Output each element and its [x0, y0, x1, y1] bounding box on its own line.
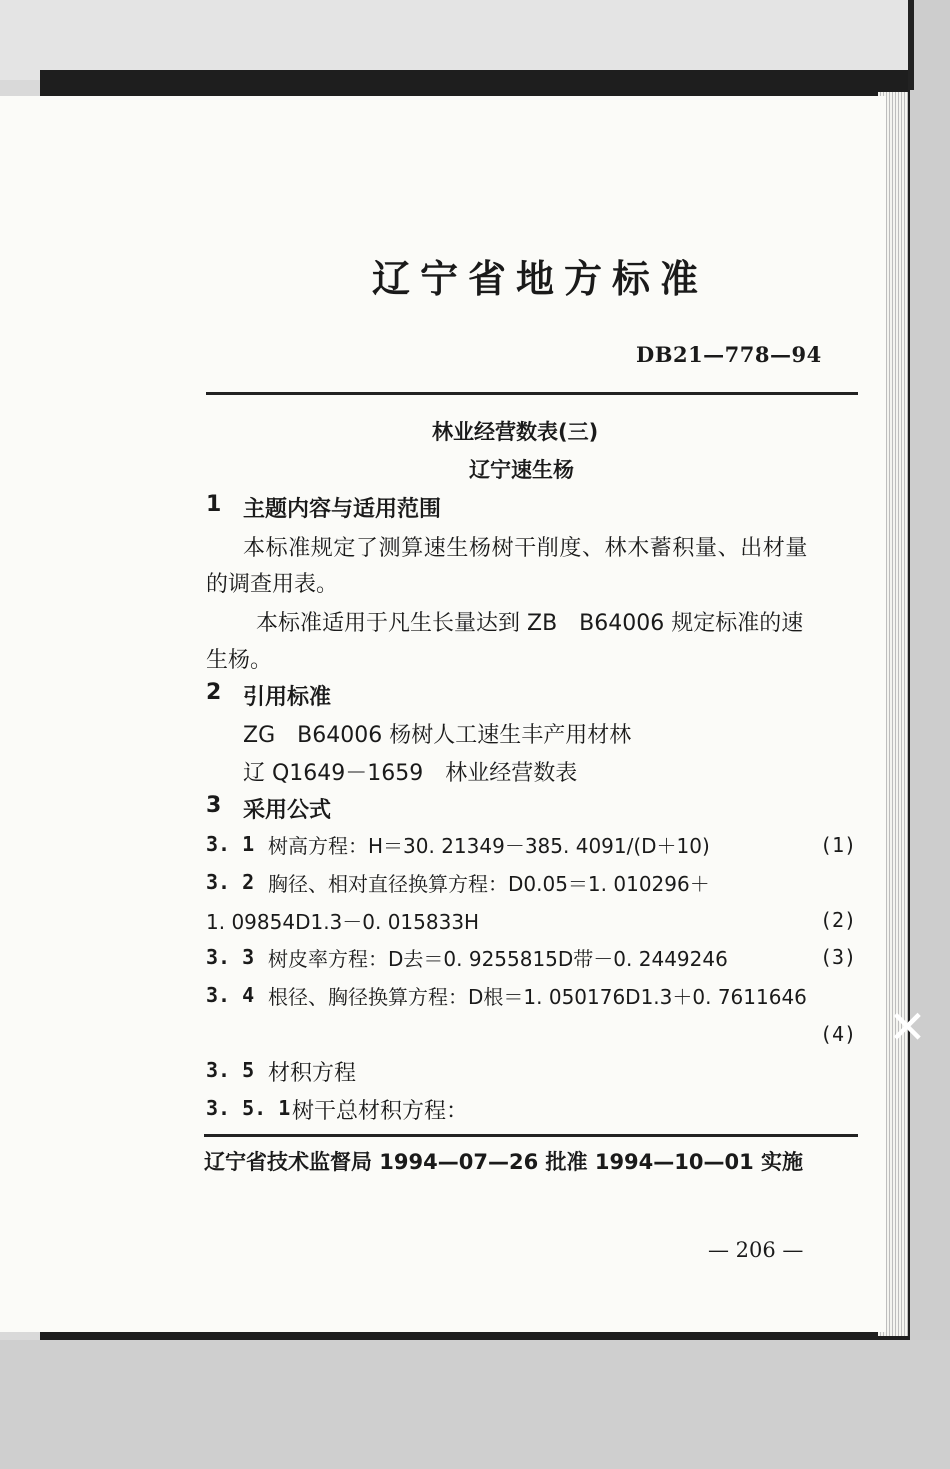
- formula-3-2: 胸径、相对直径换算方程：D0.05＝1. 010296＋: [268, 872, 710, 896]
- approval-line: 辽宁省技术监督局 1994—07—26 批准 1994—10—01 实施: [204, 1150, 804, 1174]
- formula-3-1: 树高方程：H＝30. 21349－385. 4091/(D＋10): [268, 834, 710, 858]
- formula-3-4: 根径、胸径换算方程：D根＝1. 050176D1.3＋0. 7611646: [268, 985, 807, 1009]
- section-2-number: 2: [206, 680, 222, 705]
- scan-mark: [908, 0, 914, 90]
- paragraph-2-line-2: 生杨。: [206, 648, 273, 673]
- page-number: — 206 —: [708, 1238, 804, 1262]
- section-2-heading: 引用标准: [243, 685, 332, 710]
- formula-3-1-number: 3. 1: [206, 832, 255, 856]
- section-3-number: 3: [206, 793, 222, 818]
- section-3-5-number: 3. 5: [206, 1058, 255, 1082]
- header-rule: [206, 392, 858, 395]
- section-1-heading: 主题内容与适用范围: [243, 497, 442, 522]
- paragraph-1-line-2: 的调查用表。: [206, 572, 339, 597]
- section-3-5-heading: 材积方程: [268, 1061, 357, 1086]
- section-3-5-1-heading: 树干总材积方程：: [292, 1099, 469, 1124]
- formula-3-2-number: 3. 2: [206, 870, 255, 894]
- equation-number-4: (4): [820, 1022, 857, 1046]
- formula-3-4-number: 3. 4: [206, 983, 255, 1007]
- formula-3-3: 树皮率方程：D去＝0. 9255815D带－0. 2449246: [268, 947, 728, 971]
- scan-stamp-mark: ✕: [888, 1000, 927, 1054]
- scan-background-bottom: [0, 1340, 950, 1469]
- scan-edge: [910, 0, 950, 1469]
- section-3-5-1-number: 3. 5. 1: [206, 1096, 291, 1120]
- document-title: 辽宁省地方标准: [372, 257, 709, 301]
- formula-3-2-continuation: 1. 09854D1.3－0. 015833H: [206, 910, 480, 934]
- paragraph-1-line-1: 本标准规定了测算速生杨树干削度、林木蓄积量、出材量: [243, 536, 809, 561]
- equation-number-2: (2): [820, 908, 857, 932]
- standard-code: DB21—778—94: [636, 342, 822, 367]
- paragraph-2-line-1: 本标准适用于凡生长量达到 ZB B64006 规定标准的速: [256, 611, 804, 636]
- section-3-heading: 采用公式: [243, 798, 332, 823]
- subtitle-line-1: 林业经营数表(三): [432, 420, 599, 444]
- equation-number-1: (1): [820, 833, 857, 857]
- section-1-number: 1: [206, 492, 222, 517]
- reference-2: 辽 Q1649－1659 林业经营数表: [243, 761, 578, 786]
- equation-number-3: (3): [820, 945, 857, 969]
- formula-3-3-number: 3. 3: [206, 945, 255, 969]
- subtitle-line-2: 辽宁速生杨: [469, 458, 574, 482]
- footer-rule: [204, 1134, 858, 1137]
- reference-1: ZG B64006 杨树人工速生丰产用材林: [243, 723, 632, 748]
- scan-background-top: [0, 0, 950, 80]
